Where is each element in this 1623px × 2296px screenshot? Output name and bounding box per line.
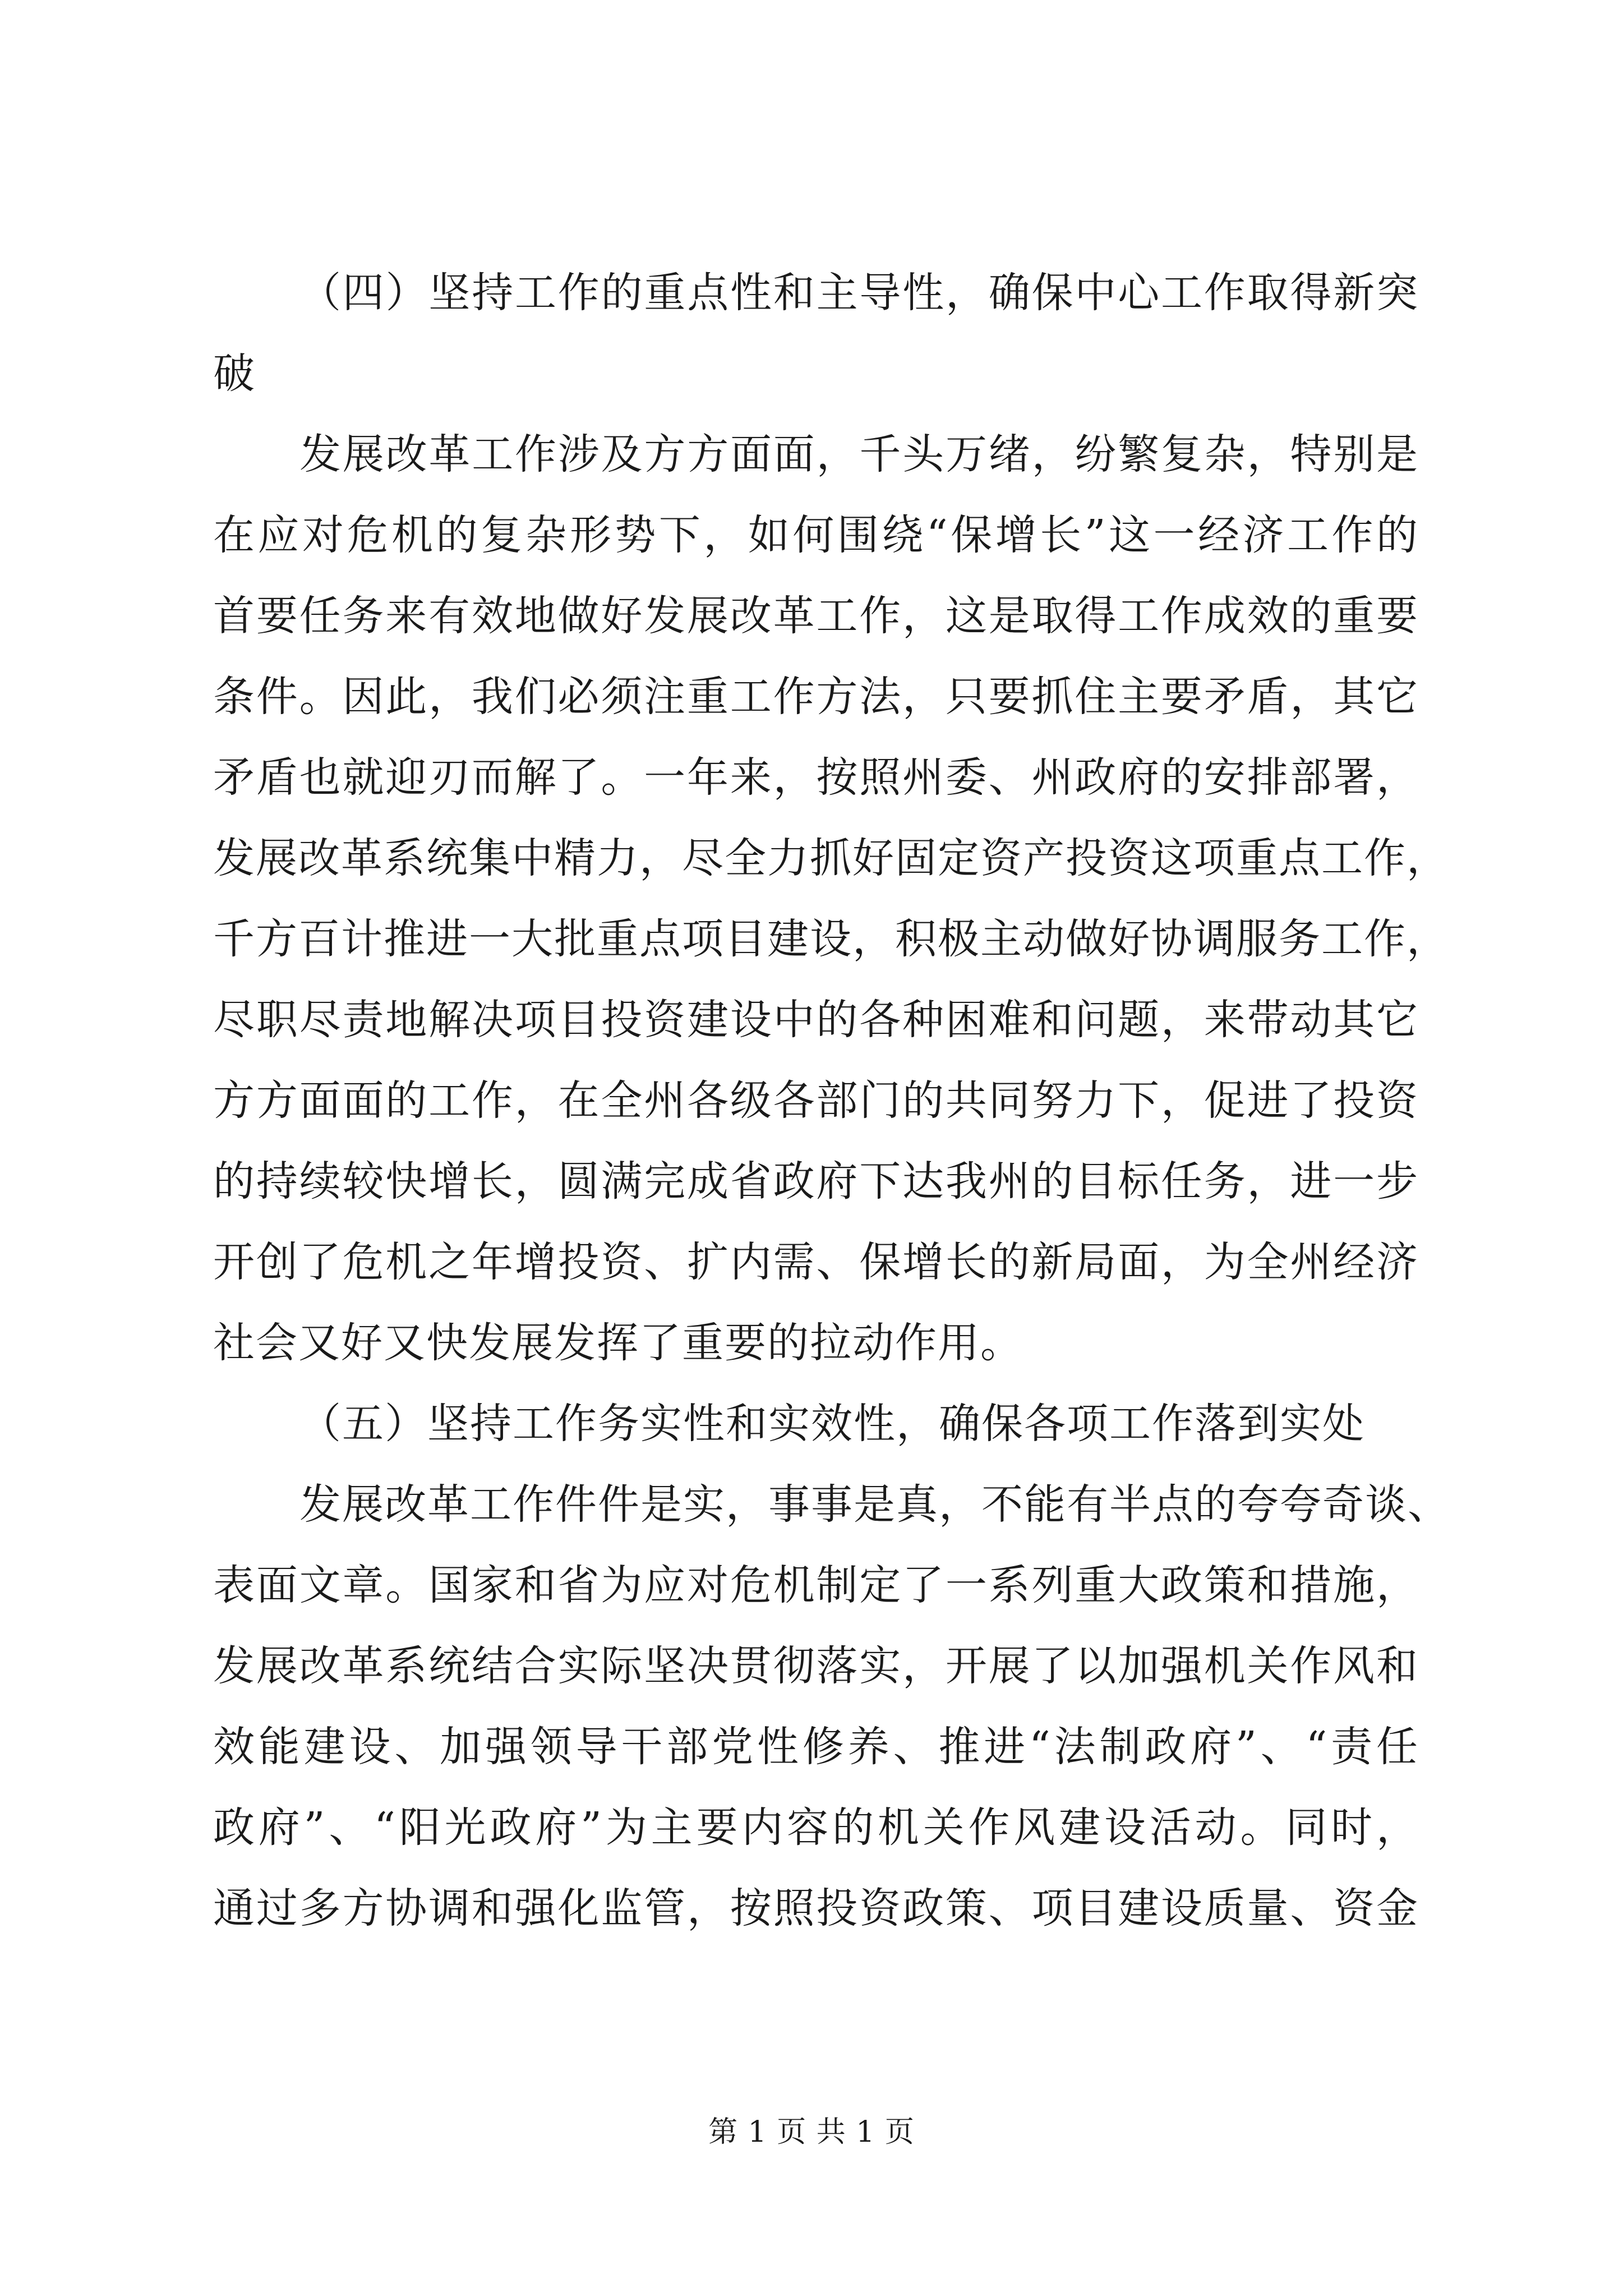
paragraph-1-line-3: 首要任务来有效地做好发展改革工作，这是取得工作成效的重要 (213, 592, 1419, 640)
paragraph-1-line-1: 发展改革工作涉及方方面面，千头万绪，纷繁复杂，特别是 (299, 430, 1419, 478)
paragraph-1-line-4: 条件。因此，我们必须注重工作方法，只要抓住主要矛盾，其它 (213, 673, 1419, 721)
paragraph-2-line-2: 表面文章。国家和省为应对危机制定了一系列重大政策和措施， (213, 1561, 1419, 1609)
page-number-footer: 第 1 页 共 1 页 (708, 2115, 915, 2149)
paragraph-1-line-10: 的持续较快增长，圆满完成省政府下达我州的目标任务，进一步 (213, 1157, 1419, 1205)
paragraph-1-line-12: 社会又好又快发展发挥了重要的拉动作用。 (213, 1319, 1023, 1367)
paragraph-2-line-5: 政府”、“阳光政府”为主要内容的机关作风建设活动。同时， (213, 1803, 1419, 1852)
paragraph-1-line-8: 尽职尽责地解决项目投资建设中的各种困难和问题，来带动其它 (213, 996, 1419, 1044)
paragraph-1-line-9: 方方面面的工作，在全州各级各部门的共同努力下，促进了投资 (213, 1076, 1419, 1125)
document-body (213, 252, 1450, 1949)
paragraph-1-line-11: 开创了危机之年增投资、扩内需、保增长的新局面，为全州经济 (213, 1238, 1419, 1286)
section-heading-5: （五）坚持工作务实性和实效性，确保各项工作落到实处 (299, 1400, 1365, 1448)
paragraph-1-line-6: 发展改革系统集中精力，尽全力抓好固定资产投资这项重点工作， (213, 834, 1449, 882)
section-heading-4-line-2: 破 (213, 349, 256, 398)
paragraph-2-line-4: 效能建设、加强领导干部党性修养、推进“法制政府”、“责任 (213, 1723, 1419, 1771)
paragraph-2-line-1: 发展改革工作件件是实，事事是真，不能有半点的夸夸奇谈、 (299, 1480, 1450, 1529)
paragraph-2-line-3: 发展改革系统结合实际坚决贯彻落实，开展了以加强机关作风和 (213, 1642, 1419, 1690)
paragraph-1-line-7: 千方百计推进一大批重点项目建设，积极主动做好协调服务工作， (213, 915, 1449, 963)
paragraph-1-line-5: 矛盾也就迎刃而解了。一年来，按照州委、州政府的安排部署， (213, 753, 1419, 802)
section-heading-4-line-1: （四）坚持工作的重点性和主导性，确保中心工作取得新突 (299, 269, 1419, 317)
paragraph-1-line-2: 在应对危机的复杂形势下，如何围绕“保增长”这一经济工作的 (213, 511, 1419, 559)
paragraph-2-line-6: 通过多方协调和强化监管，按照投资政策、项目建设质量、资金 (213, 1884, 1419, 1932)
